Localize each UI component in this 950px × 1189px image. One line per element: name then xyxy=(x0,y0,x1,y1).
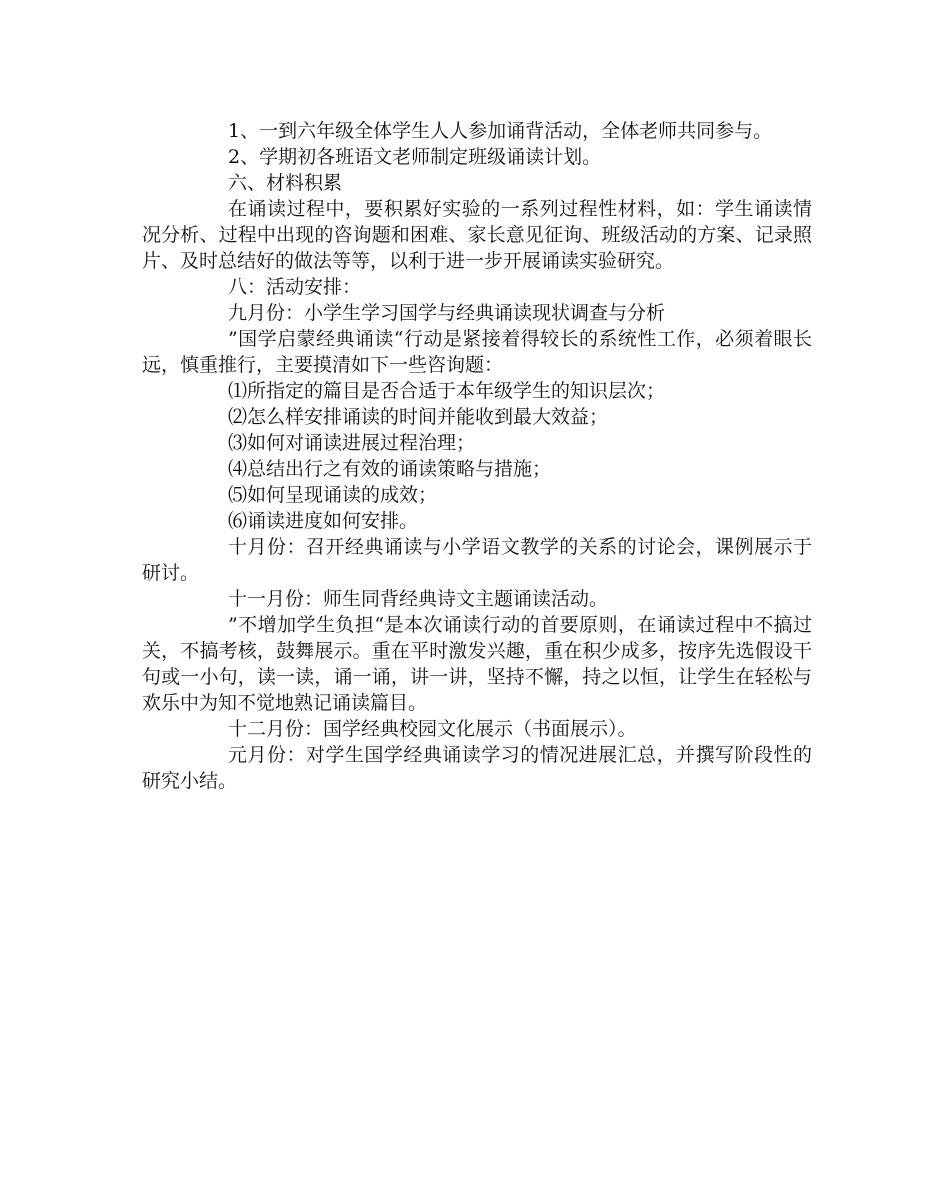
paragraph-september: 九月份：小学生学习国学与经典诵读现状调查与分析 xyxy=(228,302,666,324)
list-item-6: ⑹诵读进度如何安排。 xyxy=(228,510,419,532)
list-item-1: ⑴所指定的篇目是否合适于本年级学生的知识层次； xyxy=(228,380,666,402)
paragraph-participation: 1、一到六年级全体学生人人参加诵背活动，全体老师共同参与。 xyxy=(228,120,773,142)
paragraph-plan: 2、学期初各班语文老师制定班级诵读计划。 xyxy=(228,146,602,168)
list-item-3: ⑶如何对诵读进展过程治理； xyxy=(228,432,476,454)
paragraph-october: 十月份：召开经典诵读与小学语文教学的关系的讨论会，课例展示于研讨。 xyxy=(142,536,812,584)
section-heading-materials: 六、材料积累 xyxy=(228,172,343,194)
paragraph-january: 元月份：对学生国学经典诵读学习的情况进展汇总，并撰写阶段性的研究小结。 xyxy=(142,744,812,792)
list-item-2: ⑵怎么样安排诵读的时间并能收到最大效益； xyxy=(228,406,609,428)
paragraph-launch: ”国学启蒙经典诵读“行动是紧接着得较长的系统性工作，必须着眼长远，慎重推行，主要摸清如下一些咨询题： xyxy=(142,328,812,376)
paragraph-november: 十一月份：师生同背经典诗文主题诵读活动。 xyxy=(228,588,609,610)
paragraph-december: 十二月份：国学经典校园文化展示（书面展示）。 xyxy=(228,718,637,740)
list-item-5: ⑸如何呈现诵读的成效； xyxy=(228,484,438,506)
section-heading-schedule: 八：活动安排： xyxy=(228,276,362,298)
paragraph-materials: 在诵读过程中，要积累好实验的一系列过程性材料，如：学生诵读情况分析、过程中出现的咨询题和困难、家长意见征询、班级活动的方案、记录照片、及时总结好的做法等等，以利于进一步开展诵读实验研究。 xyxy=(142,198,812,272)
document-body xyxy=(142,118,812,794)
list-item-4: ⑷总结出行之有效的诵读策略与措施； xyxy=(228,458,552,480)
paragraph-principle: ”不增加学生负担“是本次诵读行动的首要原则，在诵读过程中不搞过关，不搞考核，鼓舞展示。重在平时激发兴趣，重在积少成多，按序先选假设干句或一小句，读一读，诵一诵，讲一讲，坚持不懈，持之以恒，让学生在轻松与欢乐中为知不觉地熟记诵读篇目。 xyxy=(142,614,812,714)
